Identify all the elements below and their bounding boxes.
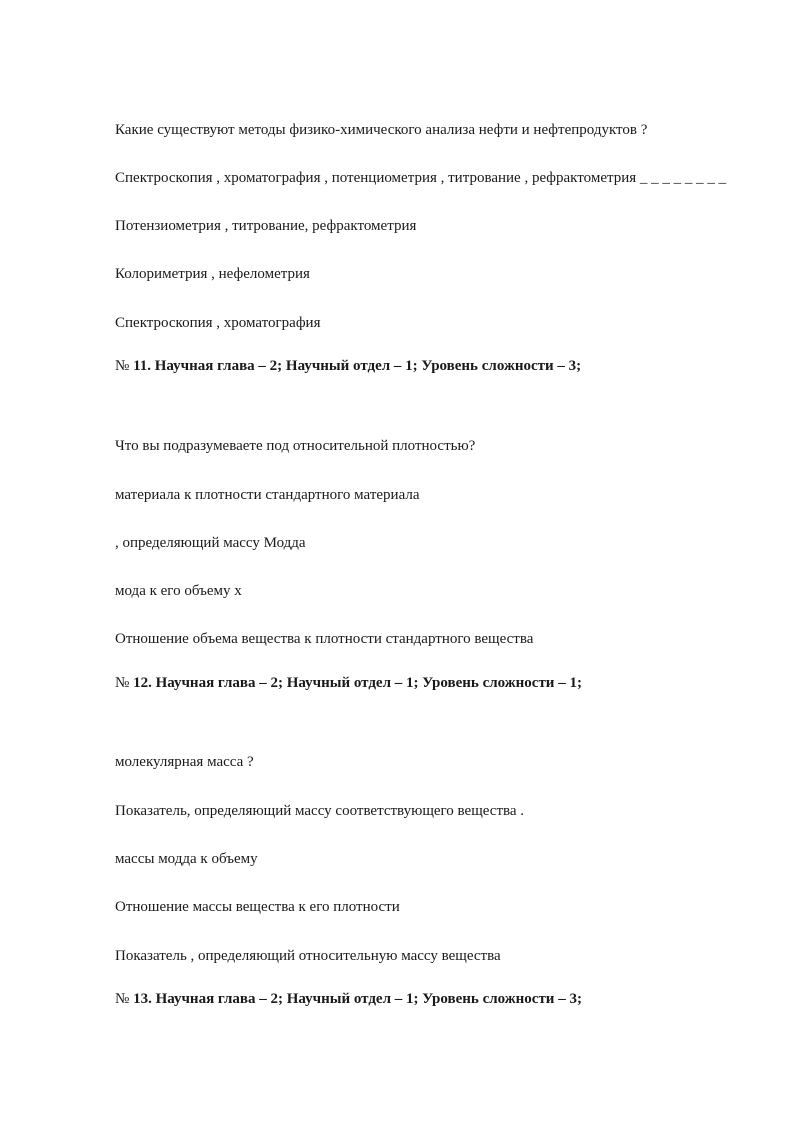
question-11-option-b: , определяющий массу Модда bbox=[115, 535, 306, 551]
question-11-number-prefix: № bbox=[115, 358, 134, 374]
question-11-prompt: Что вы подразумеваете под относительной плотностью? bbox=[115, 438, 476, 454]
question-13-heading-text: 13. Научная глава – 2; Научный отдел – 1; Уровень сложности – 3; bbox=[133, 991, 582, 1007]
question-10-option-d: Спектроскопия , хроматография bbox=[115, 315, 321, 331]
question-12-option-b: массы модда к объему bbox=[115, 851, 258, 867]
question-10-prompt: Какие существуют методы физико-химического анализа нефти и нефтепродуктов ? bbox=[115, 122, 648, 138]
question-12-option-a: Показатель, определяющий массу соответствующего вещества . bbox=[115, 803, 525, 819]
question-12-option-d: Показатель , определяющий относительную массу вещества bbox=[115, 948, 501, 964]
question-10-option-b: Потензиометрия , титрование, рефрактометрия bbox=[115, 218, 417, 234]
question-11-heading bbox=[115, 357, 581, 375]
question-10-option-c: Колориметрия , нефелометрия bbox=[115, 266, 310, 282]
question-12-option-c: Отношение массы вещества к его плотности bbox=[115, 899, 400, 915]
question-11-heading-text: 11. Научная глава – 2; Научный отдел – 1; Уровень сложности – 3; bbox=[133, 358, 582, 374]
question-12-prompt: молекулярная масса ? bbox=[115, 754, 254, 770]
question-11-option-c: мода к его объему x bbox=[115, 583, 242, 599]
question-11-option-a: материала к плотности стандартного материала bbox=[115, 487, 420, 503]
question-11-option-d: Отношение объема вещества к плотности стандартного вещества bbox=[115, 631, 534, 647]
question-13-number-prefix: № bbox=[115, 991, 134, 1007]
question-13-heading bbox=[115, 990, 582, 1008]
question-12-heading-text: 12. Научная глава – 2; Научный отдел – 1; Уровень сложности – 1; bbox=[133, 675, 582, 691]
question-10-option-a: Спектроскопия , хроматография , потенциометрия , титрование , рефрактометрия _ _ _ _ _ _ _ _ bbox=[115, 170, 727, 186]
question-12-heading bbox=[115, 674, 582, 692]
question-12-number-prefix: № bbox=[115, 675, 134, 691]
